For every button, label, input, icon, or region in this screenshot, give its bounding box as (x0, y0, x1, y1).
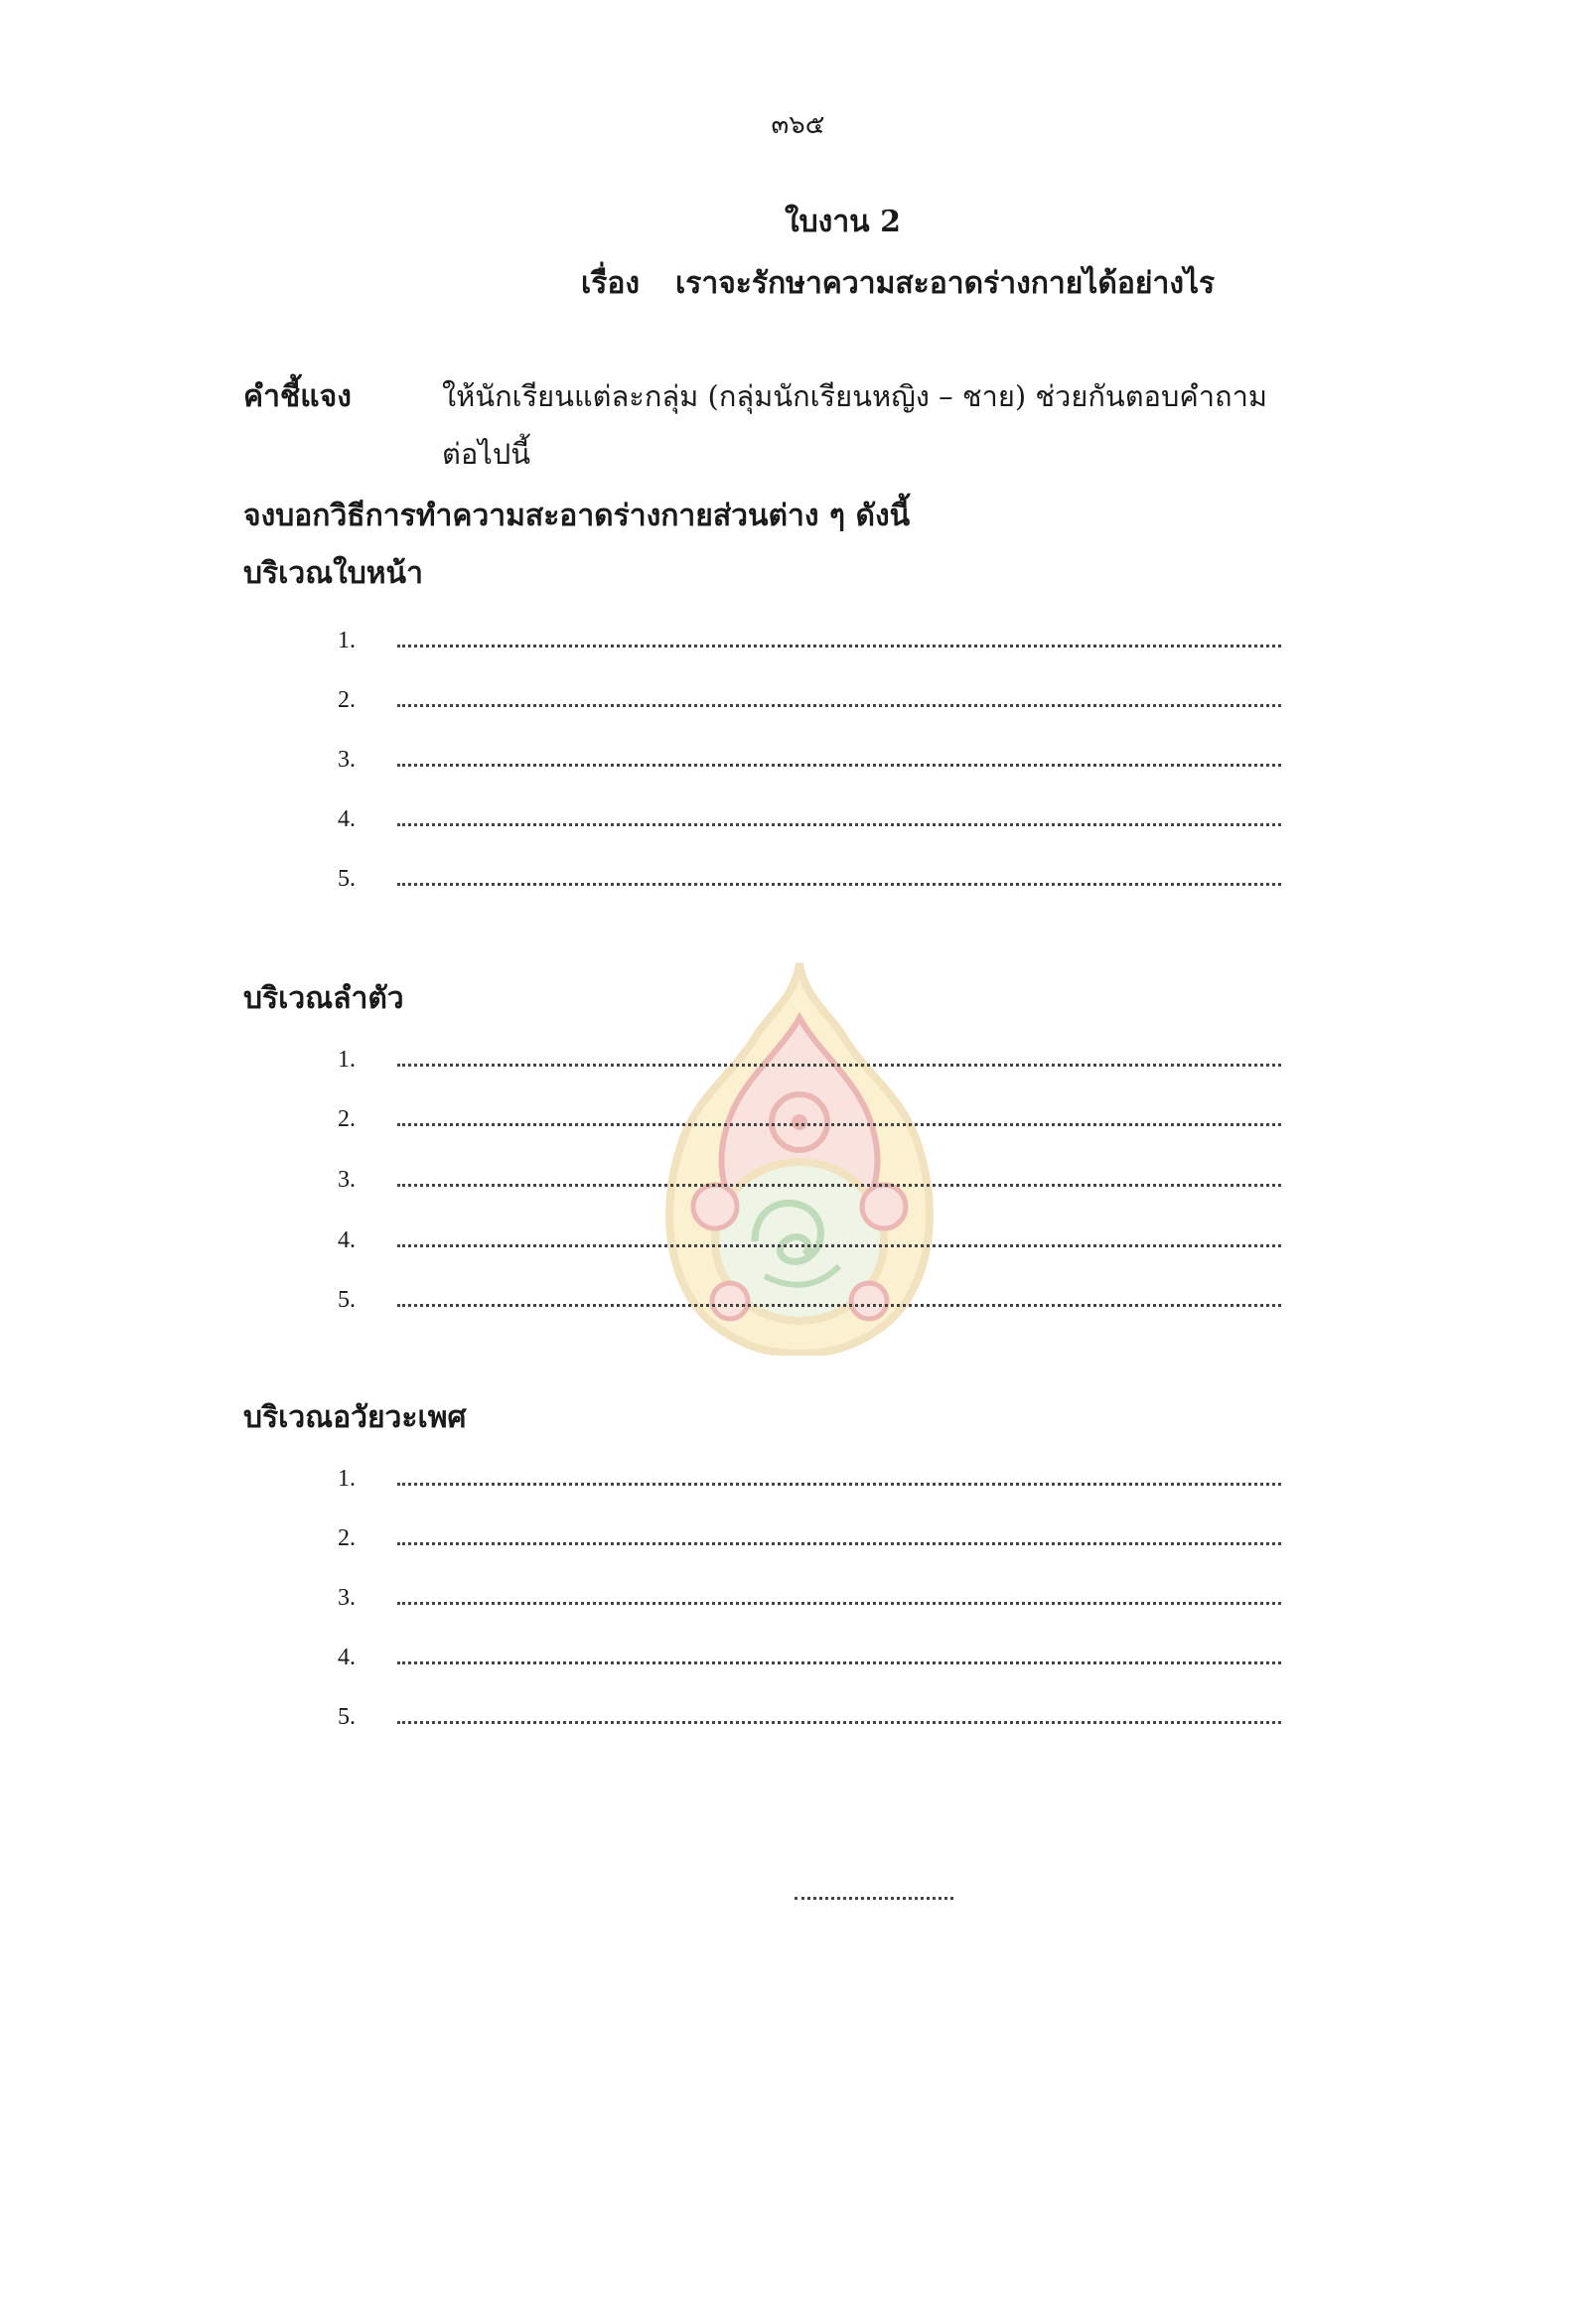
answer-line[interactable] (338, 1583, 1281, 1613)
worksheet-title: ใบงาน 2 (784, 205, 901, 239)
answer-line[interactable] (338, 864, 1281, 894)
answer-number: 2. (338, 687, 356, 713)
answer-dotted-line[interactable] (397, 1304, 1281, 1307)
answer-dotted-line[interactable] (397, 1542, 1281, 1545)
section-title-torso: บริเวณลำตัว (243, 981, 404, 1016)
answer-line[interactable] (338, 1285, 1281, 1315)
answer-dotted-line[interactable] (397, 1244, 1281, 1247)
answer-line[interactable] (338, 1165, 1281, 1195)
answer-number: 2. (338, 1525, 356, 1551)
answer-number: 4. (338, 1227, 356, 1253)
answer-number: 4. (338, 1645, 356, 1670)
answer-dotted-line[interactable] (397, 1184, 1281, 1187)
instructions-line-1: ให้นักเรียนแต่ละกลุ่ม (กลุ่มนักเรียนหญิง – ชาย) ช่วยกันตอบคำถาม (442, 379, 1268, 413)
subject-text: เราจะรักษาความสะอาดร่างกายได้อย่างไร (675, 266, 1216, 301)
answer-dotted-line[interactable] (397, 1661, 1281, 1664)
answer-number: 3. (338, 1585, 356, 1611)
question-prompt: จงบอกวิธีการทำความสะอาดร่างกายส่วนต่าง ๆ ดังนี้ (243, 499, 911, 533)
answer-dotted-line[interactable] (397, 1483, 1281, 1486)
answer-number: 1. (338, 1047, 356, 1073)
answer-dotted-line[interactable] (397, 1602, 1281, 1605)
answer-number: 4. (338, 806, 356, 832)
answer-number: 3. (338, 1167, 356, 1193)
answer-dotted-line[interactable] (397, 883, 1281, 886)
answer-number: 1. (338, 1466, 356, 1492)
answer-line[interactable] (338, 1464, 1281, 1494)
subject-label: เรื่อง (581, 266, 641, 301)
page-number: ๓๖๕ (771, 110, 825, 140)
answer-line[interactable] (338, 685, 1281, 715)
answer-dotted-line[interactable] (397, 823, 1281, 826)
answer-line[interactable] (338, 1225, 1281, 1255)
section-title-face: บริเวณใบหน้า (243, 556, 423, 591)
answer-line[interactable] (338, 626, 1281, 655)
instructions-label: คำชี้แจง (243, 379, 352, 414)
instructions-line-2: ต่อไปนี้ (442, 437, 531, 471)
answer-number: 5. (338, 1287, 356, 1313)
answer-number: 5. (338, 866, 356, 892)
answer-line[interactable] (338, 745, 1281, 775)
answer-dotted-line[interactable] (397, 1064, 1281, 1067)
answer-dotted-line[interactable] (397, 645, 1281, 648)
answer-line[interactable] (338, 804, 1281, 834)
answer-line[interactable] (338, 1702, 1281, 1732)
answer-number: 2. (338, 1106, 356, 1132)
section-title-genital: บริเวณอวัยวะเพศ (243, 1400, 467, 1435)
end-marker-dots (795, 1897, 953, 1900)
answer-line[interactable] (338, 1643, 1281, 1672)
answer-number: 1. (338, 628, 356, 653)
answer-dotted-line[interactable] (397, 704, 1281, 707)
answer-dotted-line[interactable] (397, 764, 1281, 767)
answer-dotted-line[interactable] (397, 1721, 1281, 1724)
answer-number: 5. (338, 1704, 356, 1730)
answer-line[interactable] (338, 1045, 1281, 1075)
answer-number: 3. (338, 747, 356, 773)
answer-dotted-line[interactable] (397, 1123, 1281, 1126)
answer-line[interactable] (338, 1104, 1281, 1134)
answer-line[interactable] (338, 1523, 1281, 1553)
